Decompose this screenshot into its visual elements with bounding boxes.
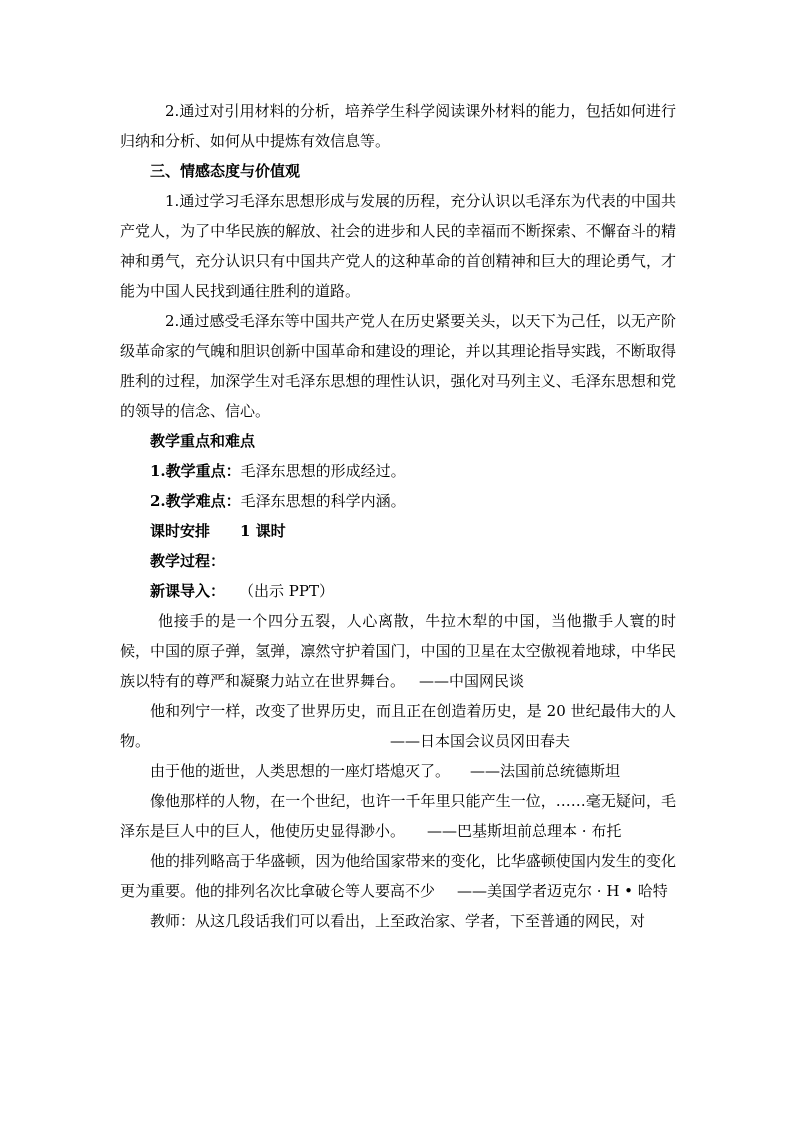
- document-page: [120, 96, 676, 936]
- objective-paragraph-2: 2.通过对引用材料的分析，培养学生科学阅读课外材料的能力，包括如何进行归纳和分析、如何从中提炼有效信息等。: [120, 102, 676, 150]
- quote-5-text: 他的排列略高于华盛顿，因为他给国家带来的变化，比华盛顿使国内发生的变化更为重要。他的排列名次比拿破仑等人要高不少: [120, 852, 676, 900]
- intro-note: （出示 PPT）: [239, 582, 334, 600]
- quote-5-source: ——美国学者迈克尔 · H • 哈特: [457, 882, 668, 900]
- quote-2-text: 他和列宁一样，改变了世界历史，而且正在创造着历史，是 20 世纪最伟大的人物。: [120, 702, 676, 750]
- key-point-label: 1.教学重点：: [150, 462, 241, 480]
- quote-4: [120, 786, 676, 846]
- intro-label: 新课导入：: [150, 582, 226, 600]
- quote-5: [120, 846, 676, 906]
- quote-1-source: ——中国网民谈: [419, 672, 525, 690]
- quote-3-source: ——法国前总统德斯坦: [470, 762, 621, 780]
- intro-row: [120, 576, 676, 606]
- key-point-row: [120, 456, 676, 486]
- difficulty-label: 2.教学难点：: [150, 492, 241, 510]
- section-heading-attitude: 三、情感态度与价值观: [150, 162, 301, 180]
- key-point-text: 毛泽东思想的形成经过。: [240, 462, 406, 480]
- quote-2-source: ——日本国会议员冈田春夫: [390, 732, 571, 750]
- teacher-paragraph: 教师：从这几段话我们可以看出，上至政治家、学者，下至普通的网民，对: [150, 912, 646, 930]
- focus-heading: 教学重点和难点: [150, 432, 256, 450]
- quote-3-text: 由于他的逝世，人类思想的一座灯塔熄灭了。: [150, 762, 451, 780]
- difficulty-row: [120, 486, 676, 516]
- process-heading: 教学过程：: [150, 552, 226, 570]
- schedule-value: 1 课时: [240, 522, 286, 540]
- quote-1: [120, 606, 676, 696]
- quote-2: [120, 696, 676, 756]
- quote-4-text: 像他那样的人物，在一个世纪，也许一千年里只能产生一位，……毫无疑问，毛泽东是巨人中的巨人，他使历史显得渺小。: [120, 792, 676, 840]
- quote-4-source: ——巴基斯坦前总理本 · 布托: [427, 822, 622, 840]
- difficulty-text: 毛泽东思想的科学内涵。: [240, 492, 406, 510]
- schedule-label: 课时安排: [150, 522, 211, 540]
- quote-3: [120, 756, 676, 786]
- quote-1-text: 他接手的是一个四分五裂，人心离散，牛拉木犁的中国，当他撒手人寰的时候，中国的原子弹，氢弹，凛然守护着国门，中国的卫星在太空傲视着地球，中华民族以特有的尊严和凝聚力站立在世界舞台。: [120, 612, 676, 690]
- attitude-paragraph-2: 2.通过感受毛泽东等中国共产党人在历史紧要关头，以天下为己任，以无产阶级革命家的气魄和胆识创新中国革命和建设的理论，并以其理论指导实践，不断取得胜利的过程，加深学生对毛泽东思想的理性认识，强化对马列主义、毛泽东思想和党的领导的信念、信心。: [120, 312, 676, 420]
- attitude-paragraph-1: 1.通过学习毛泽东思想形成与发展的历程，充分认识以毛泽东为代表的中国共产党人，为了中华民族的解放、社会的进步和人民的幸福而不断探索、不懈奋斗的精神和勇气，充分认识只有中国共产党人的这种革命的首创精神和巨大的理论勇气，才能为中国人民找到通往胜利的道路。: [120, 192, 676, 300]
- schedule-row: [120, 516, 676, 546]
